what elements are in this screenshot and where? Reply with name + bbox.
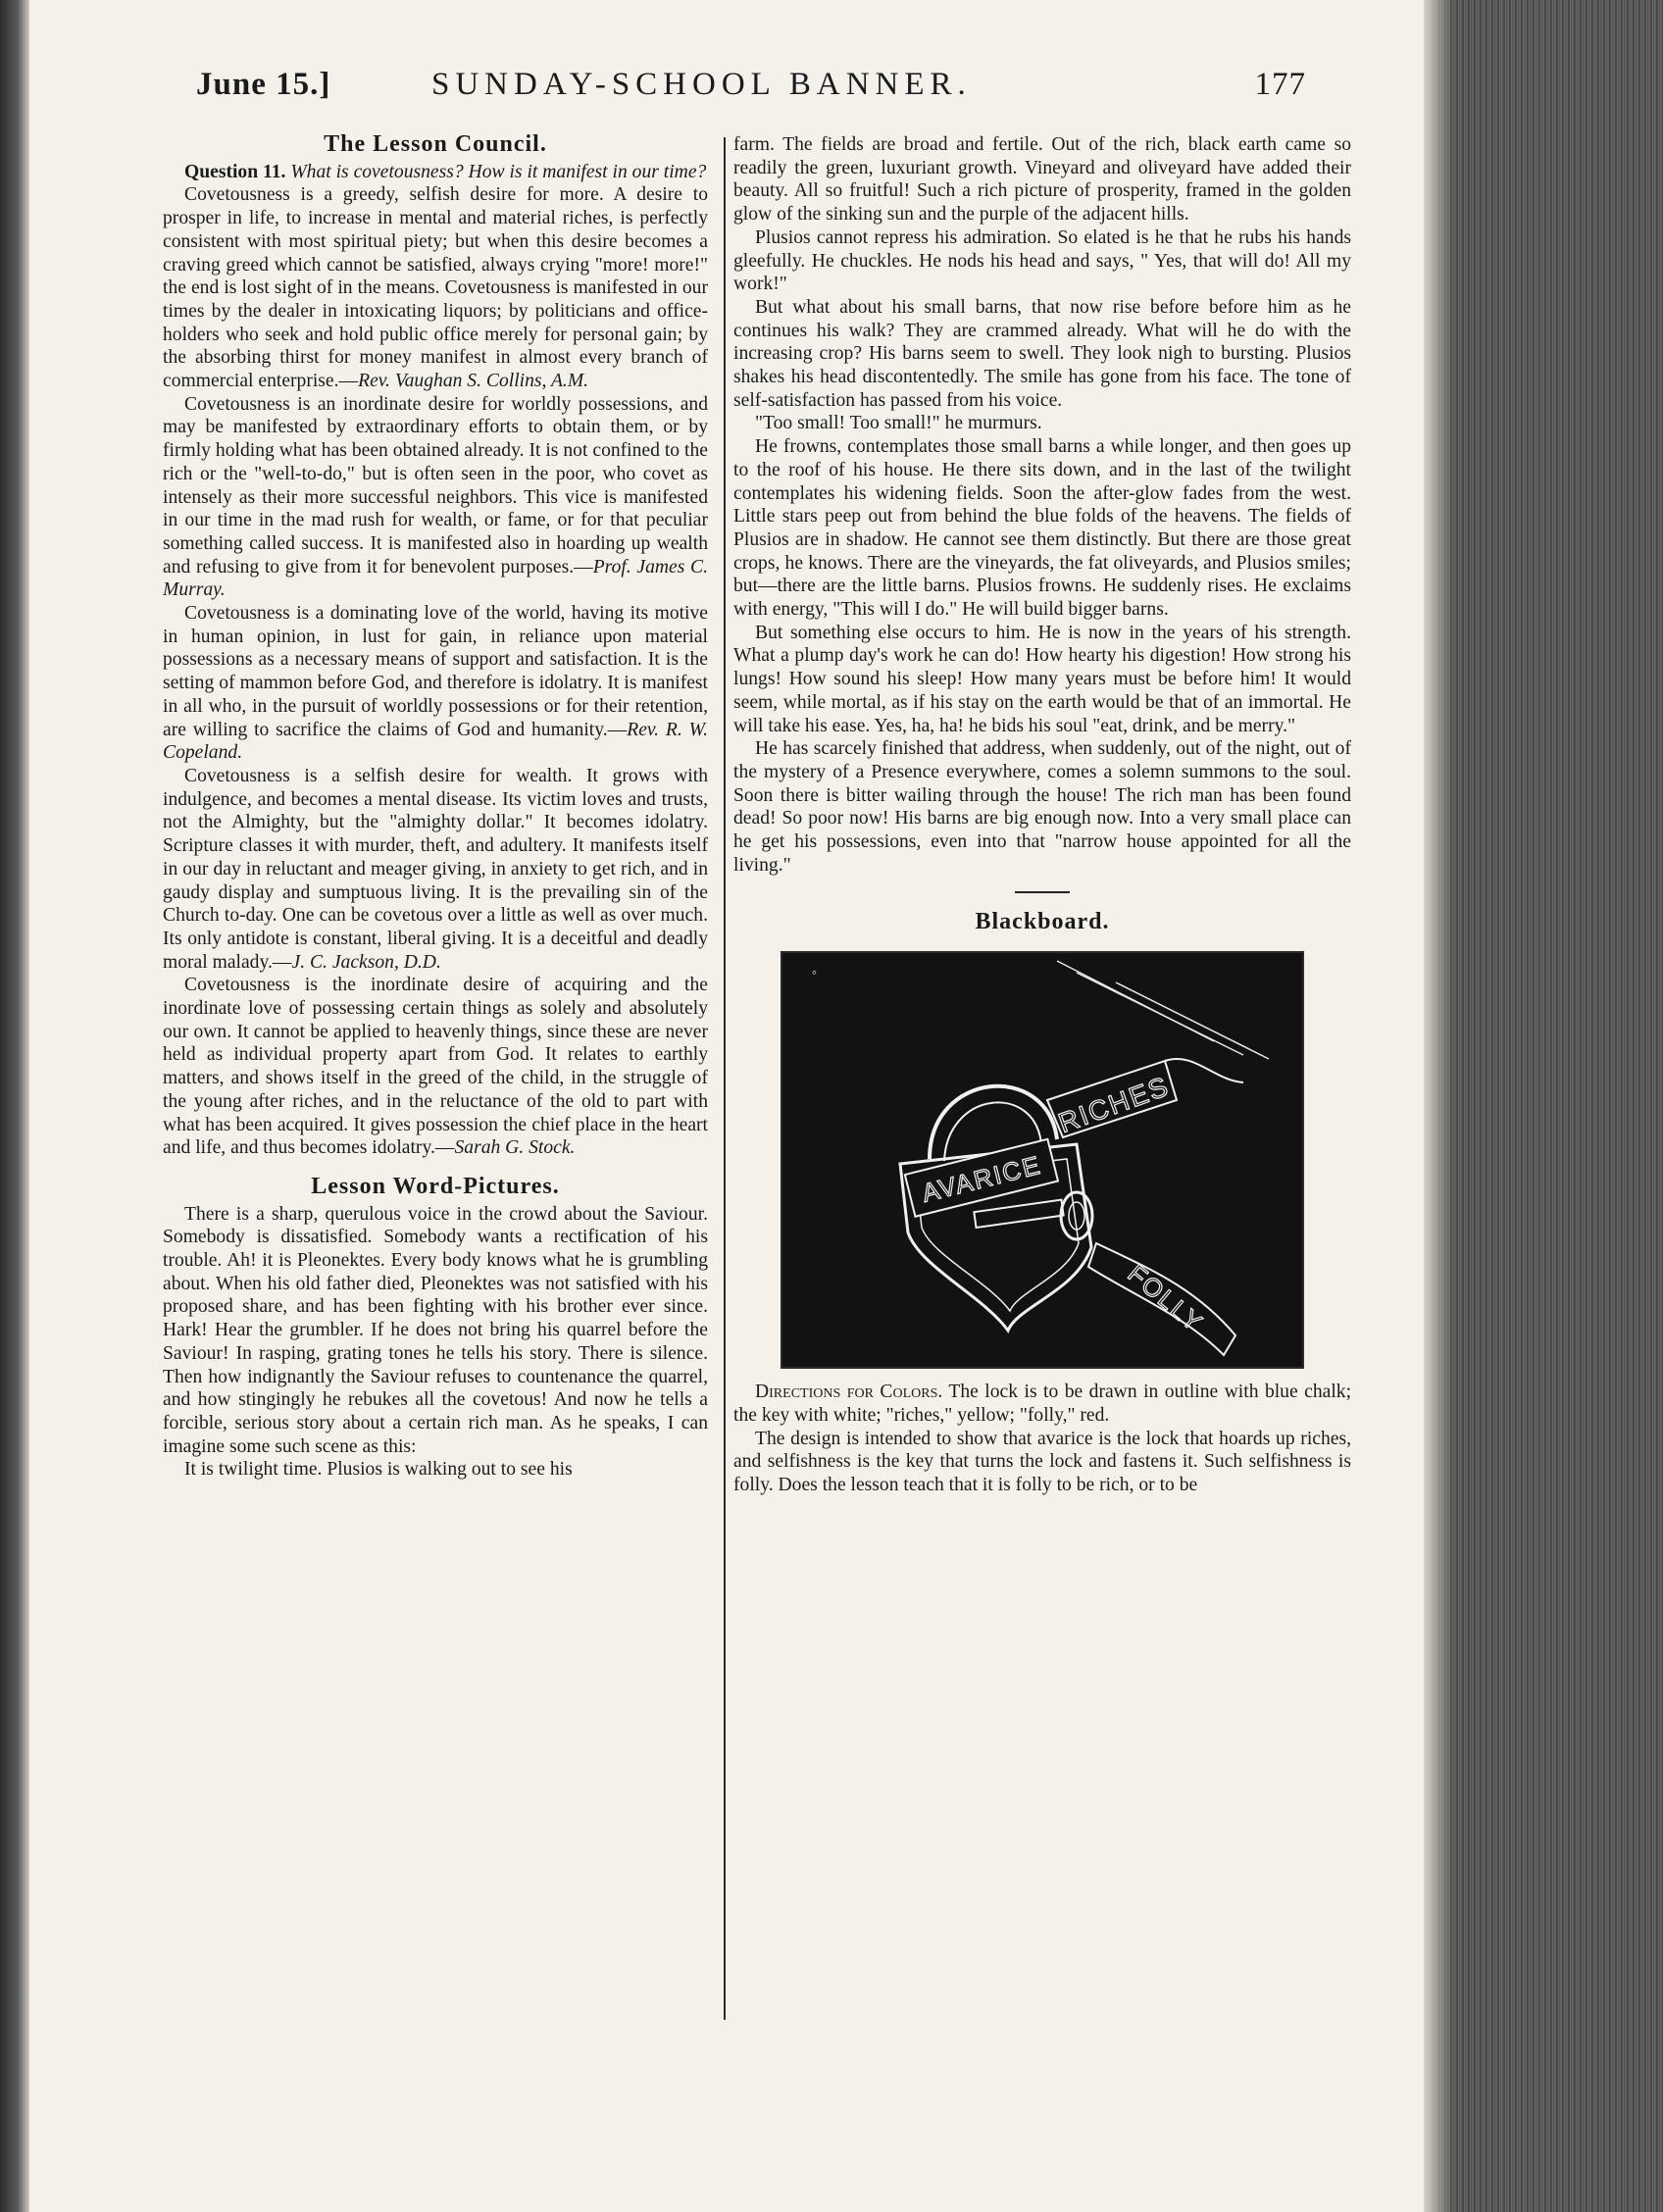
answer-body: Covetousness is a greedy, selfish desire for more. A desire to prosper in life, to increase in mental and material riches, is perfectly consistent with most spiritual piety; but when this desire becomes a craving greed which cannot be satisfied, always crying "more! more!" the end is lost sight of in the means. Covetousness is manifested in our times by the dealer in intoxicating liquors; by politicians and office-holders who seek and hold public office merely for personal gain; by the absorbing thirst for money manifest in almost every branch of commercial enterprise.—: [163, 184, 708, 392]
directions-label: Directions for Colors.: [755, 1382, 943, 1403]
answer-author: Sarah G. Stock.: [454, 1137, 576, 1159]
answer-body: Covetousness is a dominating love of the world, having its motive in human opinion, in lust for gain, in reliance upon material possessions as a necessary means of support and satisfaction. It is the setting of mammon before God, and therefore is idolatry. It is manifest in all who, in the pursuit of worldly possessions or for their retention, are willing to sacrifice the claims of God and humanity.—: [163, 603, 708, 740]
story-paragraph: Plusios cannot repress his admiration. So elated is he that he rubs his hands gleefully. He chuckles. He nods his head and says, " Yes, that will do! All my work!": [733, 226, 1351, 295]
answer-body: Covetousness is a selfish desire for wealth. It grows with indulgence, and becomes a mental disease. Its victim loves and trusts, not the Almighty, but the "almighty dollar." It becomes idolatry. Scripture classes it with murder, theft, and adultery. It manifests itself in our day in reluctant and meager giving, in anxiety to get rich, and in gaudy display and sumptuous living. It is the prevailing sin of the Church to-day. One can be covetous over a little as well as over much. Its only antidote is constant, liberal giving. It is a deceitful and deadly moral malady.—: [163, 765, 708, 973]
lesson-council-heading: The Lesson Council.: [324, 131, 547, 157]
question-label: Question 11.: [184, 161, 286, 182]
avarice-word: AVARICE: [919, 1149, 1045, 1209]
story-paragraph: But what about his small barns, that now rise before before him as he continues his walk? They are crammed already. What will he do with the increasing crop? His barns seem to swell. They look nigh to bursting. Plusios shakes his head discontentedly. The smile has gone from his face. The tone of self-satisfaction has passed from his voice.: [733, 296, 1351, 411]
answer-body: Covetousness is an inordinate desire for worldly possessions, and may be manifested by extraordinary efforts to obtain them, or by firmly holding what has been obtained already. It is not confined to the rich or the "well-to-do," but is often seen in the poor, who covet as intensely as their more successful neighbors. This vice is manifested in our time in the mad rush for wealth, or fame, or for that peculiar something called success. It is manifested also in hoarding up wealth and refusing to give from it for benevolent purposes.—: [163, 393, 708, 578]
blackboard-heading: Blackboard.: [975, 908, 1110, 934]
answer-author: Rev. Vaughan S. Collins, A.M.: [358, 371, 589, 392]
answer-paragraph: [163, 393, 708, 602]
left-column: [163, 133, 708, 1482]
answer-paragraph: [163, 974, 708, 1160]
story-paragraph: But something else occurs to him. He is now in the years of his strength. What a plump day's work he can do! How hearty his digestion! How strong his lungs! How sound his sleep! How many years must be before him! It would seem, while mortal, as if his stay on the earth would be that of an immortal. He will take his ease. Yes, ha, ha! he bids his soul "eat, drink, and be merry.": [733, 622, 1351, 736]
page-number: 177: [1254, 67, 1306, 102]
design-paragraph: The design is intended to show that avarice is the lock that hoards up riches, and selfishness is the key that turns the lock and fastens it. Such selfishness is folly. Does the lesson teach that it is folly to be rich, or to be: [733, 1428, 1351, 1496]
running-header: [196, 67, 1324, 114]
riches-word: RICHES: [1054, 1070, 1174, 1139]
key-shaft: [974, 1200, 1063, 1228]
story-paragraph: There is a sharp, querulous voice in the crowd about the Saviour. Somebody is dissatisfied. Somebody wants a rectification of his trouble. Ah! it is Pleonektes. Every body knows what he is grumbling about. When his old father died, Pleonektes was not satisfied with his proposed share, and has been fighting with his brother ever since. Hark! Hear the grumbler. If he does not bring his quarrel before the Saviour! In rasping, grating tones he tells his story. There is silence. Then how indignantly the Saviour refuses to countenance the quarrel, and how stingingly he rebukes all the covetous! And now he tells a forcible, serious story about a certain rich man. As he speaks, I can imagine some such scene as this:: [163, 1203, 708, 1457]
question-text: What is covetousness? How is it manifest in our time?: [290, 161, 707, 182]
header-date: June 15.]: [196, 67, 331, 102]
story-paragraph: It is twilight time. Plusios is walking out to see his: [184, 1459, 573, 1481]
page-stack-shadow: [1424, 0, 1453, 2212]
answer-paragraph: [163, 765, 708, 974]
story-paragraph: farm. The fields are broad and fertile. Out of the rich, black earth came so readily the green, luxuriant growth. Vineyard and oliveyard have added their beauty. All so fruitful! Such a rich picture of prosperity, framed in the golden glow of the sinking sun and the purple of the adjacent hills.: [733, 134, 1351, 226]
answer-paragraph: [163, 602, 708, 765]
answer-author: Rev. R. W. Copeland.: [163, 719, 708, 764]
blackboard-illustration: [782, 953, 1302, 1367]
story-paragraph: He has scarcely finished that address, when suddenly, out of the night, out of the mystery of a Presence everywhere, comes a solemn summons to the soul. Soon there is bitter wailing through the house! The rich man has been found dead! So poor now! His barns are big enough now. Into a very small place can he get his possessions, even into that "narrow house appointed for all the living.": [733, 738, 1351, 876]
magazine-page: [39, 0, 1422, 2212]
directions-paragraph: [733, 1381, 1351, 1427]
decorative-line: [1077, 973, 1243, 1055]
word-pictures-heading: Lesson Word-Pictures.: [311, 1173, 560, 1199]
answer-author: Prof. James C. Murray.: [163, 556, 708, 601]
directions-text: The lock is to be drawn in outline with blue chalk; the key with white; "riches," yellow; "folly," red.: [733, 1382, 1352, 1426]
folly-word: FOLLY: [1122, 1258, 1210, 1338]
answer-body: Covetousness is the inordinate desire of acquiring and the inordinate love of possessing certain things as solely and absolutely our own. It cannot be applied to heavenly things, since these are never held as individual property apart from God. It relates to earthly matters, and shows itself in the greed of the child, in the struggle of the young after riches, and in the reluctance of the old to part with what has been acquired. It gives possession the chief place in the heart and life, and thus becomes idolatry.—: [163, 975, 708, 1159]
answer-paragraph: [163, 183, 708, 392]
chalk-mark: °: [812, 968, 817, 982]
question: [163, 161, 708, 184]
right-column: [726, 133, 1351, 1497]
header-title: SUNDAY-SCHOOL BANNER.: [431, 67, 972, 102]
story-paragraph: "Too small! Too small!" he murmurs.: [755, 413, 1042, 434]
ribbon-tail: [1165, 1059, 1243, 1082]
decorative-line: [1116, 982, 1269, 1059]
answer-author: J. C. Jackson, D.D.: [291, 951, 441, 973]
story-paragraph: He frowns, contemplates those small barns a while longer, and then goes up to the roof of his house. He there sits down, and in the last of the twilight contemplates his widening fields. Soon the after-glow fades from the west. Little stars peep out from behind the blue folds of the heavens. The fields of Plusios are in shadow. He cannot see them distinctly. But there are those great crops, he knows. There are the vineyards, the fat oliveyards, and Plusios smiles; but—there are the little barns. Plusios frowns. He suddenly rises. He exclaims with energy, "This will I do." He will build bigger barns.: [733, 436, 1351, 621]
book-page-stack: [1424, 0, 1663, 2212]
lock-key-drawing: [782, 953, 1302, 1367]
section-divider: [1015, 891, 1070, 893]
left-page-edge: [0, 0, 29, 2212]
